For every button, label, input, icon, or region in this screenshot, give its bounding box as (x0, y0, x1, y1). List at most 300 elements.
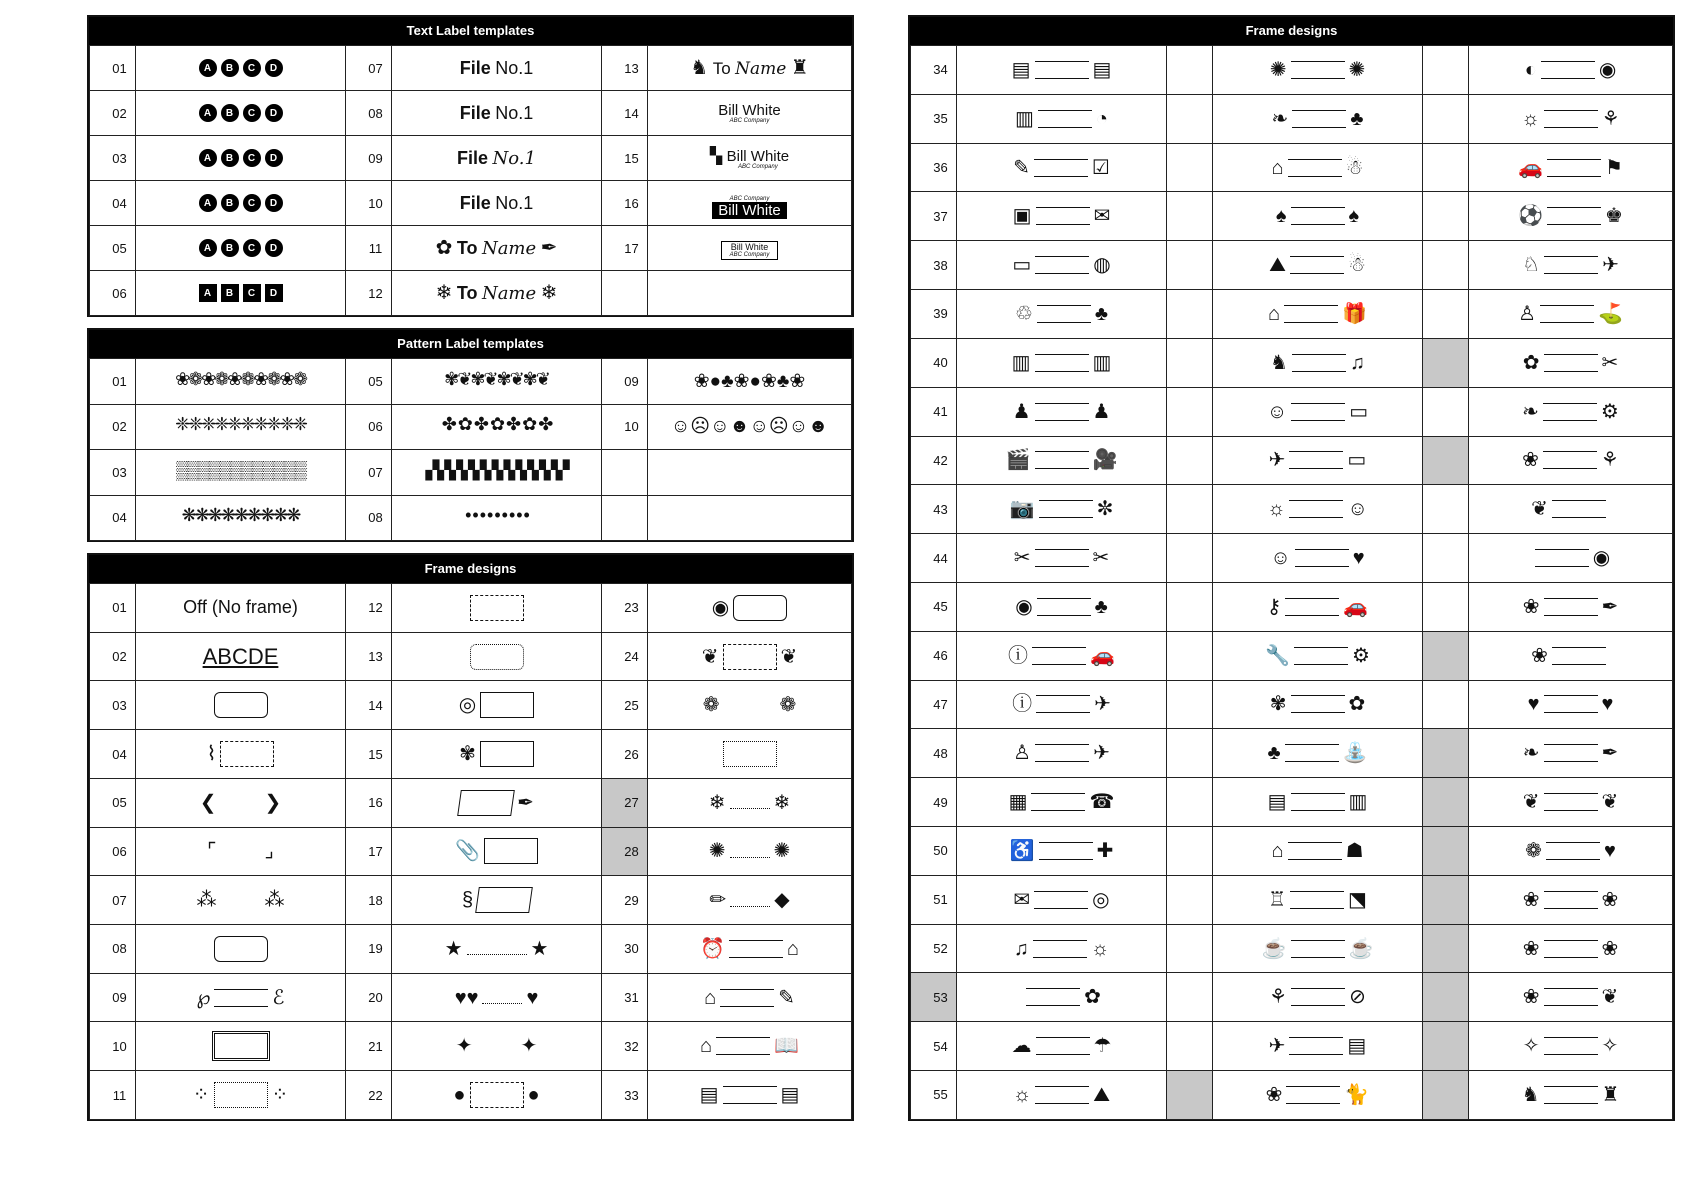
frame-sample (1213, 290, 1423, 339)
frame-sample (1469, 534, 1673, 583)
frame-sample (957, 534, 1167, 583)
decoration-icon: ℰ (272, 986, 285, 1009)
decoration-icon: ▤ (1092, 58, 1112, 81)
frame-shape (1286, 1086, 1340, 1104)
frame-sample (648, 973, 852, 1022)
frame-sample (392, 632, 602, 681)
decoration-icon: ✦ (455, 1035, 473, 1058)
pattern-sample (136, 359, 346, 405)
table-row (90, 1071, 852, 1120)
pattern-label-templates-table (89, 358, 852, 541)
decoration-icon: ☺ (1270, 547, 1291, 570)
frame-sample (957, 192, 1167, 241)
frame-sample (957, 778, 1167, 827)
frame-sample (1469, 973, 1673, 1022)
blank-number-cell (1167, 387, 1213, 436)
frame-shape (1031, 793, 1085, 811)
frame-sample (1213, 582, 1423, 631)
decoration-icon: ⌂ (1271, 156, 1284, 179)
letter-badge: B (221, 284, 239, 302)
decoration-icon: 🚗 (1343, 595, 1369, 618)
decoration-icon: ▤ (1267, 791, 1287, 814)
frame-shape (1036, 207, 1090, 225)
decoration-icon: ✾ (459, 743, 476, 766)
blank-number-cell (1167, 94, 1213, 143)
decoration-icon: ⌂ (1271, 839, 1284, 862)
decoration-icon: ▤ (1011, 58, 1031, 81)
decoration-icon: ⚘ (1269, 986, 1288, 1009)
frame-shape (1544, 1037, 1598, 1055)
item-number: 35 (911, 94, 957, 143)
frame-sample (648, 730, 852, 779)
label-word: File (459, 192, 491, 213)
table-row (911, 46, 1673, 95)
item-number: 06 (90, 271, 136, 316)
item-number: 54 (911, 1022, 957, 1071)
frame-shape (1547, 159, 1601, 177)
frame-sample (1213, 778, 1423, 827)
decoration-icon: ✧ (1522, 1035, 1540, 1058)
decoration-icon: ♣ (1267, 742, 1281, 765)
decoration-icon: ♫ (1013, 937, 1029, 960)
decoration-icon: ❀ (1601, 888, 1619, 911)
letter-badge: A (199, 194, 217, 212)
frame-sample (1469, 241, 1673, 290)
decoration-icon: ❯ (264, 791, 282, 814)
decoration-icon: ▥ (1011, 351, 1031, 374)
frame-shape (470, 595, 524, 621)
frame-shape (1039, 842, 1093, 860)
frame-sample (957, 290, 1167, 339)
item-number: 23 (602, 584, 648, 633)
frame-sample (1469, 290, 1673, 339)
decoration-icon: ❦ (1531, 498, 1548, 521)
frame-shape (1544, 256, 1598, 274)
label-word: File (459, 57, 491, 78)
letter-badge: A (199, 59, 217, 77)
frame-shape (1543, 451, 1597, 469)
frame-sample (648, 1071, 852, 1120)
decoration-icon: ⌇ (206, 743, 217, 766)
frame-shape (1544, 940, 1598, 958)
table-row (911, 338, 1673, 387)
table-row (90, 1022, 852, 1071)
frame-shape (1032, 647, 1086, 665)
item-number: 15 (602, 136, 648, 181)
frame-sample (1469, 875, 1673, 924)
table-row (911, 778, 1673, 827)
decoration-icon: ☼ (1090, 937, 1110, 960)
decoration-icon: ✎ (778, 986, 795, 1009)
decoration-icon: 🐈 (1344, 1083, 1370, 1106)
label-name: Bill White (726, 148, 790, 165)
decoration-icon: ☁ (1011, 1035, 1032, 1058)
sample-cell (648, 91, 852, 136)
item-number: 50 (911, 827, 957, 876)
blank-number-cell (1167, 680, 1213, 729)
frame-sample (392, 681, 602, 730)
blank-number-cell (1423, 94, 1469, 143)
frame-sample (1469, 582, 1673, 631)
item-number: 10 (90, 1022, 136, 1071)
frame-sample (136, 827, 346, 876)
label-company: ABC Company (729, 251, 770, 258)
frame-shape: • • • • • • • • • (465, 505, 528, 526)
frame-sample (1213, 729, 1423, 778)
decoration-icon: ❦ (1522, 791, 1540, 814)
frame-shape (480, 741, 534, 767)
frame-sample (1213, 680, 1423, 729)
decoration-icon: ❀ (1522, 449, 1539, 472)
decoration-icon: 📎 (455, 840, 480, 863)
decoration-icon: ♜ (1601, 1083, 1620, 1106)
decoration-icon: ✈ (1094, 693, 1111, 716)
blank-number-cell (1167, 875, 1213, 924)
table-row (90, 181, 852, 226)
decoration-icon: ☃ (1345, 156, 1364, 179)
frame-sample (1469, 94, 1673, 143)
table-row (90, 46, 852, 91)
decoration-icon: 🔧 (1265, 644, 1290, 667)
table-row (911, 241, 1673, 290)
decoration-icon: ❦ (780, 645, 798, 668)
table-row (911, 387, 1673, 436)
item-number: 09 (346, 136, 392, 181)
item-number: 18 (346, 876, 392, 925)
blank-number-cell (1423, 680, 1469, 729)
decoration-icon: 🚗 (1518, 156, 1543, 179)
decoration-icon: ✉ (1093, 205, 1111, 228)
blank-number-cell (1167, 1022, 1213, 1071)
item-number: 11 (346, 226, 392, 271)
table-row (911, 1071, 1673, 1120)
decoration-icon: 🎬 (1005, 449, 1031, 472)
decoration-icon: ⁘ (192, 1084, 210, 1107)
label-company: ABC Company (729, 118, 770, 124)
decoration-icon: ♥ (1603, 839, 1616, 862)
decoration-icon: ⛲ (1342, 742, 1368, 765)
decoration-icon: ⛳ (1598, 302, 1623, 325)
item-number: 17 (602, 226, 648, 271)
decoration-icon: ✈ (1093, 742, 1110, 765)
frame-sample (1469, 924, 1673, 973)
table-row (911, 290, 1673, 339)
frame-shape (470, 1082, 524, 1108)
decoration-icon: ☺ (1266, 400, 1288, 423)
item-number: 07 (346, 46, 392, 91)
frame-sample (648, 632, 852, 681)
decoration-icon: ♠ (1275, 205, 1287, 228)
decoration-icon: ☕ (1348, 937, 1374, 960)
blank-number-cell (1423, 143, 1469, 192)
snowflake-icon: ❄ (435, 281, 453, 304)
pattern-sample: ❀●♣❀●❀♣❀ (648, 359, 852, 405)
item-number: 20 (346, 973, 392, 1022)
pattern-sample (136, 450, 346, 496)
decoration-icon: ◉ (1592, 547, 1611, 570)
decoration-icon: ❀ (1522, 986, 1540, 1009)
decoration-icon: ✈ (1268, 449, 1286, 472)
decoration-icon: ♥ (526, 986, 539, 1009)
table-row (911, 680, 1673, 729)
frame-sample (1469, 46, 1673, 95)
frame-sample (136, 925, 346, 974)
decoration-icon: ✿ (1348, 693, 1366, 716)
table-row (90, 973, 852, 1022)
frame-shape (729, 940, 783, 958)
decoration-icon: ⁘ (271, 1084, 289, 1107)
decoration-icon: ▤ (1347, 1035, 1367, 1058)
label-word: Name (481, 282, 537, 304)
frame-shape (1285, 744, 1339, 762)
decoration-icon: ✧ (1601, 1035, 1619, 1058)
item-number: 12 (346, 271, 392, 316)
blank-number-cell (1423, 290, 1469, 339)
frame-shape (475, 887, 533, 913)
frame-sample (648, 584, 852, 633)
frame-sample (136, 730, 346, 779)
frame-shape (1544, 695, 1598, 713)
frame-shape (723, 741, 777, 767)
decoration-icon: ⛰ (1093, 1083, 1111, 1106)
frame-shape (723, 1086, 777, 1104)
frame-sample (1469, 680, 1673, 729)
frame-shape (1291, 207, 1345, 225)
table-row (911, 924, 1673, 973)
frame-sample (957, 338, 1167, 387)
decoration-icon: ♘ (1522, 254, 1541, 277)
sample-cell (136, 271, 346, 316)
pattern-sample: ☺☹☺☻☺☹☺☻ (648, 404, 852, 450)
frame-shape (1547, 207, 1601, 225)
item-number: 05 (90, 778, 136, 827)
frame-sample (957, 875, 1167, 924)
blank-number-cell (1167, 241, 1213, 290)
table-row (90, 827, 852, 876)
decoration-icon: ▭ (1349, 400, 1369, 423)
frame-sample (648, 778, 852, 827)
frame-sample (1469, 631, 1673, 680)
blank-number-cell (1423, 534, 1469, 583)
decoration-icon: ⓘ (1012, 693, 1033, 716)
item-number: 04 (90, 181, 136, 226)
decoration-icon: ❮ (199, 791, 217, 814)
letter-badge: A (199, 239, 217, 257)
decoration-icon: ◎ (458, 694, 477, 717)
blank-number-cell (1423, 924, 1469, 973)
table-row (90, 778, 852, 827)
item-number: 13 (346, 632, 392, 681)
frame-shape (1544, 793, 1598, 811)
decoration-icon: ❦ (1601, 986, 1619, 1009)
frame-sample (392, 925, 602, 974)
item-number: 04 (90, 495, 136, 541)
decoration-icon: ❀ (1522, 595, 1540, 618)
frame-shape (214, 1082, 268, 1108)
decoration-icon: ♥ (1352, 547, 1365, 570)
blank-number-cell (1167, 729, 1213, 778)
decoration-icon: ▥ (1015, 107, 1034, 130)
sample-cell (392, 226, 602, 271)
frame-sample (136, 973, 346, 1022)
carriage-icon: ♞ (690, 56, 709, 79)
frame-shape: ❋❋❋❋❋❋❋❋❋ (181, 505, 300, 526)
table-row (90, 584, 852, 633)
decoration-icon: ❁ (1525, 839, 1542, 862)
decoration-icon: ✦ (520, 1035, 538, 1058)
frame-shape (1294, 647, 1348, 665)
frame-designs-left-title: Frame designs (89, 555, 852, 583)
item-number: 41 (911, 387, 957, 436)
decoration-icon: ⌂ (700, 1035, 713, 1058)
frame-designs-left-table (89, 583, 852, 1120)
decoration-icon: ⁂ (264, 889, 285, 912)
decoration-icon: ♞ (1270, 351, 1288, 374)
decoration-icon: ⌂ (704, 986, 717, 1009)
frame-shape (1292, 354, 1346, 372)
frame-designs-right-panel (908, 15, 1675, 1121)
label-word: File (459, 102, 491, 123)
frame-sample (957, 143, 1167, 192)
frame-shape (1038, 110, 1092, 128)
pattern-sample (392, 450, 602, 496)
blank-number-cell (1167, 46, 1213, 95)
pattern-sample (648, 450, 852, 496)
frame-sample (392, 778, 602, 827)
table-row (90, 632, 852, 681)
decoration-icon: ❀ (1265, 1083, 1283, 1106)
label-word: No.1 (492, 147, 536, 169)
item-number: 53 (911, 973, 957, 1022)
frame-sample (1213, 1071, 1423, 1120)
item-number: 43 (911, 485, 957, 534)
frame-sample (1213, 94, 1423, 143)
frame-sample (136, 1071, 346, 1120)
text-label-templates-title: Text Label templates (89, 17, 852, 45)
frame-shape (457, 790, 515, 816)
decoration-icon: ♖ (1268, 888, 1287, 911)
pattern-label-templates-panel (87, 328, 854, 542)
label-name: Bill White (718, 102, 781, 119)
frame-sample (957, 729, 1167, 778)
item-number (602, 450, 648, 496)
decoration-icon: ✺ (1269, 58, 1287, 81)
frame-sample (957, 827, 1167, 876)
frame-shape (214, 692, 268, 718)
sample-cell (648, 46, 852, 91)
decoration-icon: ♙ (1013, 742, 1032, 765)
decoration-icon: ♙ (1518, 302, 1537, 325)
decoration-icon: ⁂ (196, 889, 217, 912)
item-number: 08 (346, 91, 392, 136)
sample-cell (136, 91, 346, 136)
frame-shape (1289, 500, 1343, 518)
blank-number-cell (1167, 338, 1213, 387)
frame-shape (730, 845, 770, 858)
decoration-icon: ✒ (517, 791, 534, 814)
underline-sample: ABCDE (202, 643, 279, 669)
label-name: Bill White (712, 202, 787, 219)
item-number: 19 (346, 925, 392, 974)
item-number: 02 (90, 91, 136, 136)
decoration-icon: ♟ (1092, 400, 1111, 423)
item-number: 10 (602, 404, 648, 450)
decoration-icon: 📷 (1009, 498, 1035, 521)
frame-shape (1035, 354, 1089, 372)
frame-shape (1543, 403, 1597, 421)
decoration-icon: ⌟ (264, 840, 274, 863)
blank-number-cell (1423, 729, 1469, 778)
blank-number-cell (1423, 485, 1469, 534)
frame-shape (1291, 940, 1345, 958)
letter-badge: B (221, 149, 239, 167)
frame-shape (482, 991, 522, 1004)
label-word: To (456, 237, 478, 258)
item-number: 47 (911, 680, 957, 729)
frame-sample (392, 1022, 602, 1071)
sample-cell (136, 226, 346, 271)
frame-shape (1289, 1037, 1343, 1055)
frame-shape (1039, 500, 1093, 518)
frame-shape (720, 989, 774, 1007)
frame-shape (1285, 598, 1339, 616)
decoration-icon: 🎁 (1342, 302, 1367, 325)
decoration-icon: ▥ (1348, 791, 1368, 814)
pattern-sample (136, 495, 346, 541)
table-row (90, 495, 852, 541)
decoration-icon: ℘ (196, 986, 211, 1009)
decoration-icon: ⌂ (786, 937, 799, 960)
frame-sample (648, 925, 852, 974)
decoration-icon: ✂ (1013, 547, 1031, 570)
letter-badge: D (265, 284, 283, 302)
decoration-icon: ❁ (779, 694, 797, 717)
decoration-icon: ✒ (1601, 742, 1619, 765)
item-number: 16 (346, 778, 392, 827)
frame-shape (1288, 842, 1342, 860)
item-number: 11 (90, 1071, 136, 1120)
decoration-icon: ⌜ (207, 840, 217, 863)
decoration-icon: ▥ (1092, 351, 1112, 374)
letter-badge: D (265, 239, 283, 257)
frame-sample (957, 924, 1167, 973)
frame-sample (648, 827, 852, 876)
blank-number-cell (1423, 436, 1469, 485)
frame-designs-right-title: Frame designs (910, 17, 1673, 45)
frame-shape (1544, 744, 1598, 762)
table-row (90, 681, 852, 730)
frame-shape (1035, 61, 1089, 79)
label-company: ABC Company (738, 164, 778, 170)
blank-number-cell (1167, 192, 1213, 241)
decoration-icon: ❁ (702, 694, 720, 717)
frame-shape (1289, 451, 1343, 469)
text-label-templates-table (89, 45, 852, 316)
decoration-icon: ⓘ (1008, 644, 1029, 667)
blank-number-cell (1167, 485, 1213, 534)
letter-badge: C (243, 284, 261, 302)
letter-badge: A (199, 149, 217, 167)
frame-shape: ❈❈❈❈❈❈❈❈❈❈ (175, 414, 306, 435)
frame-shape (1292, 110, 1346, 128)
frame-sample (136, 632, 346, 681)
frame-sample (1213, 485, 1423, 534)
item-number: 27 (602, 778, 648, 827)
text-label-templates-panel (87, 15, 854, 317)
frame-sample (392, 973, 602, 1022)
blank-number-cell (1167, 534, 1213, 583)
table-row (90, 136, 852, 181)
